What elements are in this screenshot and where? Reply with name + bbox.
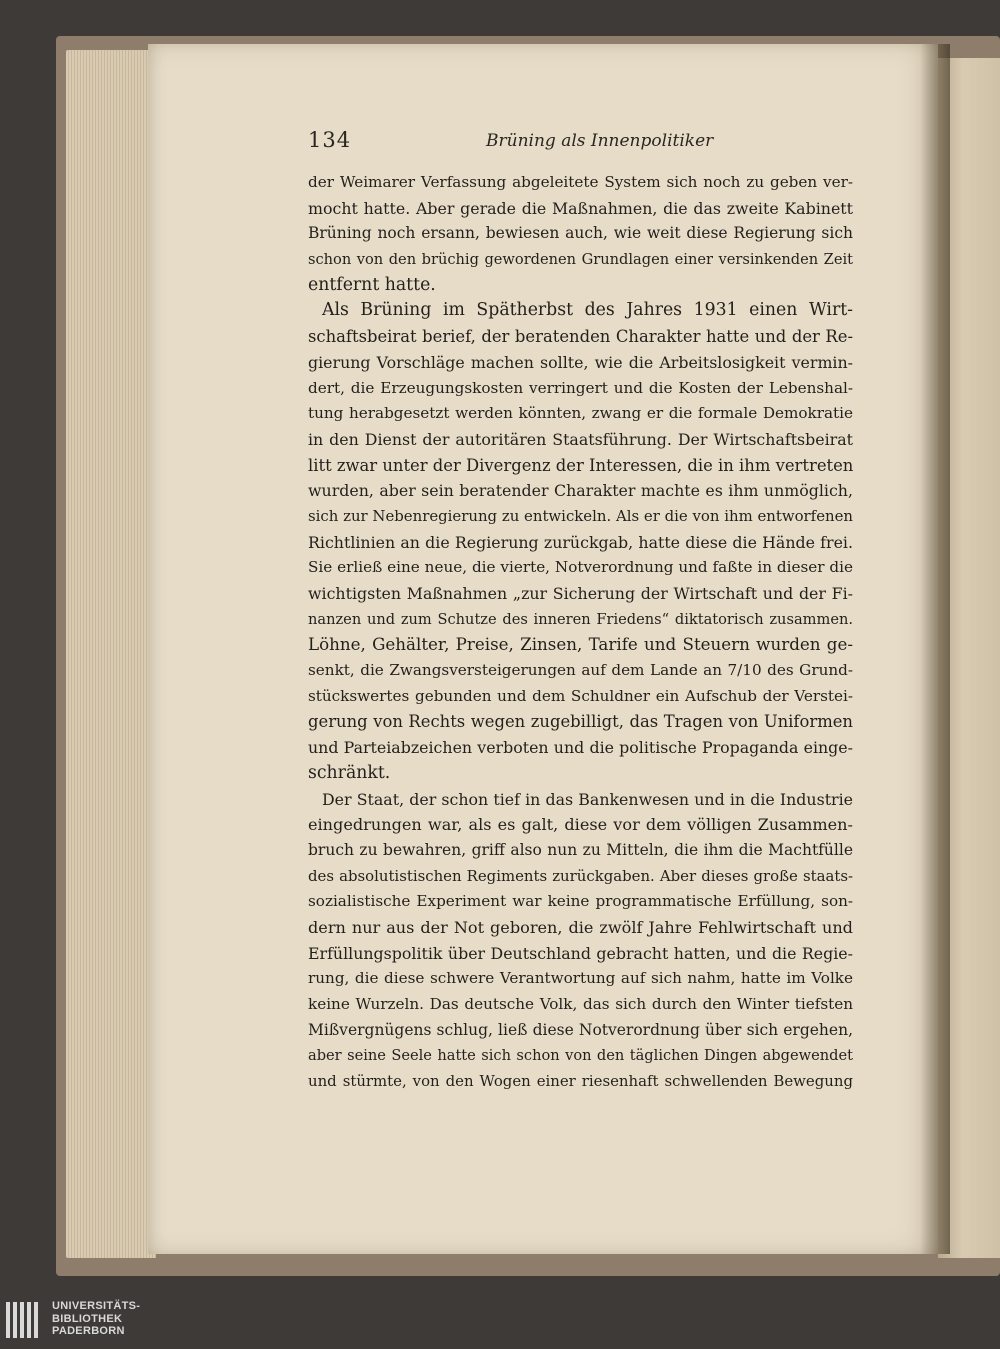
library-name — [52, 1300, 140, 1338]
text-line: litt zwar unter der Divergenz der Interessen, die in ihm vertreten — [308, 455, 853, 475]
library-logo — [6, 1300, 206, 1340]
library-bars-logo-icon — [6, 1302, 44, 1338]
running-head — [308, 128, 853, 158]
library-name-line: UNIVERSITÄTS- — [52, 1300, 141, 1312]
text-line: und Parteiabzeichen verboten und die politische Propaganda einge- — [308, 738, 853, 758]
text-line: entfernt hatte. — [308, 274, 436, 295]
text-line: dern nur aus der Not geboren, die zwölf Jahre Fehlwirtschaft und — [308, 917, 853, 937]
page-number: 134 — [308, 128, 352, 152]
text-line: Löhne, Gehälter, Preise, Zinsen, Tarife und Steuern wurden ge- — [308, 634, 853, 655]
running-title: Brüning als Innenpolitiker — [486, 131, 714, 151]
spine-shadow — [920, 44, 950, 1254]
text-line: senkt, die Zwangsversteigerungen auf dem Lande an 7/10 des Grund- — [308, 661, 853, 680]
text-line: schaftsbeirat berief, der beratenden Charakter hatte und der Re- — [308, 327, 853, 347]
text-line: bruch zu bewahren, griff also nun zu Mitteln, die ihm die Machtfülle — [308, 840, 853, 859]
text-line: sozialistische Experiment war keine programmatische Erfüllung, son- — [308, 892, 853, 911]
text-line: tung herabgesetzt werden könnten, zwang er die formale Demokratie — [308, 404, 853, 423]
text-line: Sie erließ eine neue, die vierte, Notverordnung und faßte in dieser die — [308, 558, 853, 577]
text-line: Als Brüning im Spätherbst des Jahres 1931 einen Wirt- — [322, 300, 853, 321]
text-line: gierung Vorschläge machen sollte, wie die Arbeitslosigkeit vermin- — [308, 352, 853, 372]
text-line: dert, die Erzeugungskosten verringert und die Kosten der Lebenshal- — [308, 378, 853, 397]
text-line: Erfüllungspolitik über Deutschland gebracht hatten, und die Regie- — [308, 943, 853, 963]
text-line: mocht hatte. Aber gerade die Maßnahmen, die das zweite Kabinett — [308, 198, 853, 218]
text-line: eingedrungen war, als es galt, diese vor dem völligen Zusammen- — [308, 815, 853, 835]
text-line: keine Wurzeln. Das deutsche Volk, das sich durch den Winter tiefsten — [308, 995, 853, 1013]
text-line: aber seine Seele hatte sich schon von den täglichen Dingen abgewendet — [308, 1047, 853, 1065]
text-line: schränkt. — [308, 762, 391, 783]
text-line: wichtigsten Maßnahmen „zur Sicherung der Wirtschaft und der Fi- — [308, 584, 853, 603]
text-line: stückswertes gebunden und dem Schuldner ein Aufschub der Verstei- — [308, 686, 853, 705]
text-line: wurden, aber sein beratender Charakter machte es ihm unmöglich, — [308, 481, 853, 501]
text-line: Der Staat, der schon tief in das Bankenwesen und in die Industrie — [322, 789, 853, 809]
page-edges — [66, 50, 156, 1258]
text-line: gerung von Rechts wegen zugebilligt, das Tragen von Uniformen — [308, 712, 853, 732]
text-line: Brüning noch ersann, bewiesen auch, wie weit diese Regierung sich — [308, 224, 853, 243]
library-name-line: PADERBORN — [52, 1325, 125, 1337]
text-line: in den Dienst der autoritären Staatsführung. Der Wirtschaftsbeirat — [308, 429, 853, 449]
text-line: nanzen und zum Schutze des inneren Friedens“ diktatorisch zusammen. — [308, 610, 853, 628]
text-line: Mißvergnügens schlug, ließ diese Notverordnung über sich ergehen, — [308, 1020, 853, 1039]
text-line: Richtlinien an die Regierung zurückgab, hatte diese die Hände frei. — [308, 532, 853, 552]
text-line: schon von den brüchig gewordenen Grundlagen einer versinkenden Zeit — [308, 251, 853, 269]
text-line: sich zur Nebenregierung zu entwickeln. Als er die von ihm entworfenen — [308, 506, 853, 525]
text-line: der Weimarer Verfassung abgeleitete System sich noch zu geben ver- — [308, 173, 853, 191]
body-text — [308, 170, 853, 1095]
text-line: des absolutistischen Regiments zurückgaben. Aber dieses große staats- — [308, 866, 853, 885]
text-line: rung, die diese schwere Verantwortung auf sich nahm, hatte im Volke — [308, 969, 853, 988]
text-line: und stürmte, von den Wogen einer riesenhaft schwellenden Bewegung — [308, 1072, 853, 1091]
library-name-line: BIBLIOTHEK — [52, 1312, 123, 1325]
